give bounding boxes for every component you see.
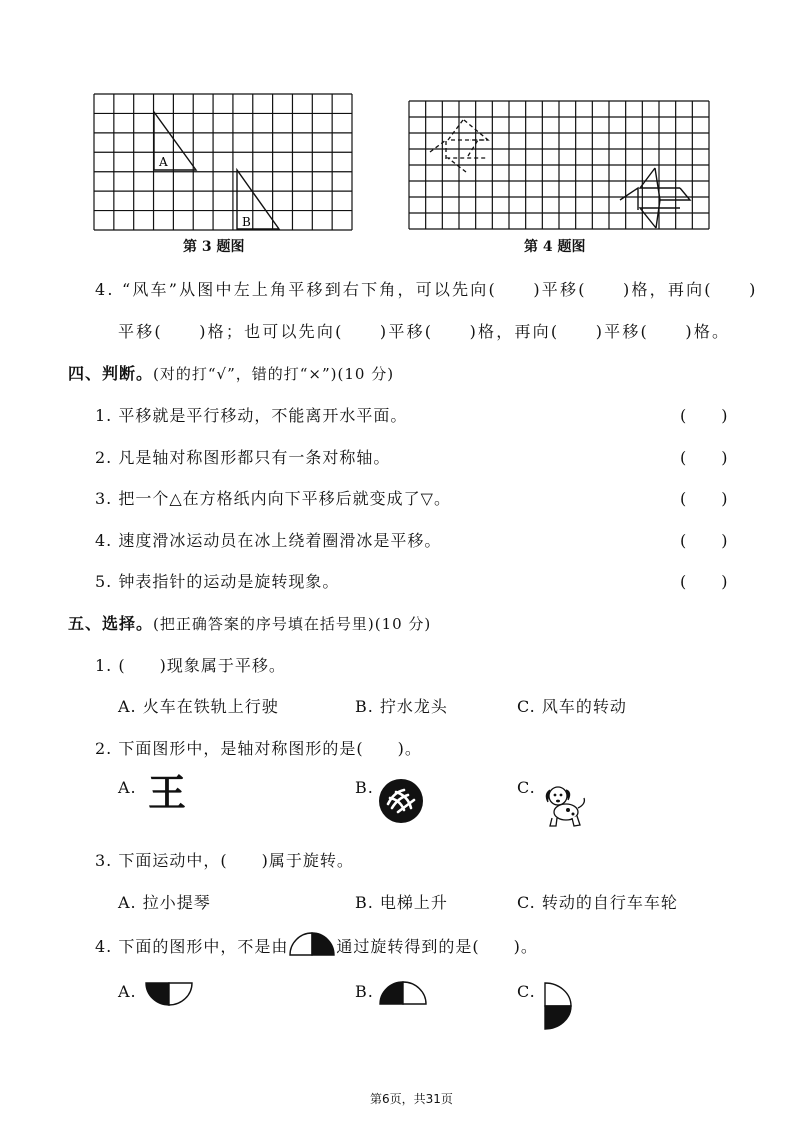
judge-paren-2[interactable]: ( ) [680, 448, 729, 467]
section-4-heading [68, 361, 394, 384]
judge-paren-3[interactable]: ( ) [680, 489, 729, 508]
half-circle-option-c [543, 981, 573, 1031]
choice-q3-option-c[interactable]: C. 转动的自行车车轮 [517, 893, 678, 912]
judge-item-5: 5. 钟表指针的运动是旋转现象。 [95, 572, 340, 591]
china-mobile-logo [378, 778, 424, 824]
judge-paren-5[interactable]: ( ) [680, 572, 729, 591]
choice-q4-stem-post: 通过旋转得到的是( )。 [336, 937, 538, 956]
choice-q1-option-c[interactable]: C. 风车的转动 [517, 697, 627, 716]
choice-q4-option-a[interactable]: A. [118, 982, 137, 1001]
judge-paren-1[interactable]: ( ) [680, 406, 729, 425]
label-b: B [242, 215, 251, 229]
choice-q4-stem [95, 932, 538, 957]
windmill-question-line-2: 平移( )格；也可以先向( )平移( )格，再向( )平移( )格。 [118, 322, 731, 341]
figure-3-caption: 第 3 题图 [183, 239, 245, 255]
reference-half-circle [288, 932, 336, 956]
section-5-title: 五、选择。 [68, 614, 154, 633]
label-a: A [159, 155, 168, 169]
choice-q3-option-a[interactable]: A. 拉小提琴 [118, 893, 211, 912]
puppy-cartoon [540, 780, 588, 828]
choice-q2-stem: 2. 下面图形中，是轴对称图形的是( )。 [95, 739, 422, 758]
choice-q2-option-c[interactable]: C. [517, 778, 536, 797]
choice-q2-option-a[interactable]: A. [118, 778, 137, 797]
choice-q3-stem: 3. 下面运动中，( )属于旋转。 [95, 851, 354, 870]
figure-3-grid [93, 93, 353, 231]
page-number: 第6页，共31页 [370, 1092, 453, 1106]
judge-item-3: 3. 把一个△在方格纸内向下平移后就变成了▽。 [95, 489, 451, 508]
section-5-heading [68, 611, 431, 634]
figure-4-grid [408, 100, 710, 230]
half-circle-option-a [144, 981, 194, 1007]
section-5-note: (把正确答案的序号填在括号里)(10 分) [153, 615, 432, 633]
judge-item-1: 1. 平移就是平行移动，不能离开水平面。 [95, 406, 408, 425]
wang-character: 王 [148, 771, 187, 815]
windmill-question-line-1: 4. “风车”从图中左上角平移到右下角，可以先向( )平移( )格，再向( ) [95, 280, 758, 299]
section-4-note: (对的打“√”，错的打“×”)(10 分) [153, 365, 395, 383]
choice-q1-option-a[interactable]: A. 火车在铁轨上行驶 [118, 697, 279, 716]
choice-q3-option-b[interactable]: B. 电梯上升 [355, 893, 448, 912]
choice-q4-option-b[interactable]: B. [355, 982, 374, 1001]
judge-item-2: 2. 凡是轴对称图形都只有一条对称轴。 [95, 448, 391, 467]
figure-4-caption: 第 4 题图 [524, 239, 586, 255]
section-4-title: 四、判断。 [68, 364, 154, 383]
judge-item-4: 4. 速度滑冰运动员在冰上绕着圈滑冰是平移。 [95, 531, 442, 550]
choice-q4-option-c[interactable]: C. [517, 982, 536, 1001]
windmill-solid [620, 168, 690, 228]
choice-q2-option-b[interactable]: B. [355, 778, 374, 797]
choice-q1-stem: 1. ( )现象属于平移。 [95, 656, 286, 675]
half-circle-option-b [378, 980, 428, 1006]
judge-paren-4[interactable]: ( ) [680, 531, 729, 550]
choice-q1-option-b[interactable]: B. 拧水龙头 [355, 697, 448, 716]
choice-q4-stem-pre: 4. 下面的图形中，不是由 [95, 937, 289, 956]
